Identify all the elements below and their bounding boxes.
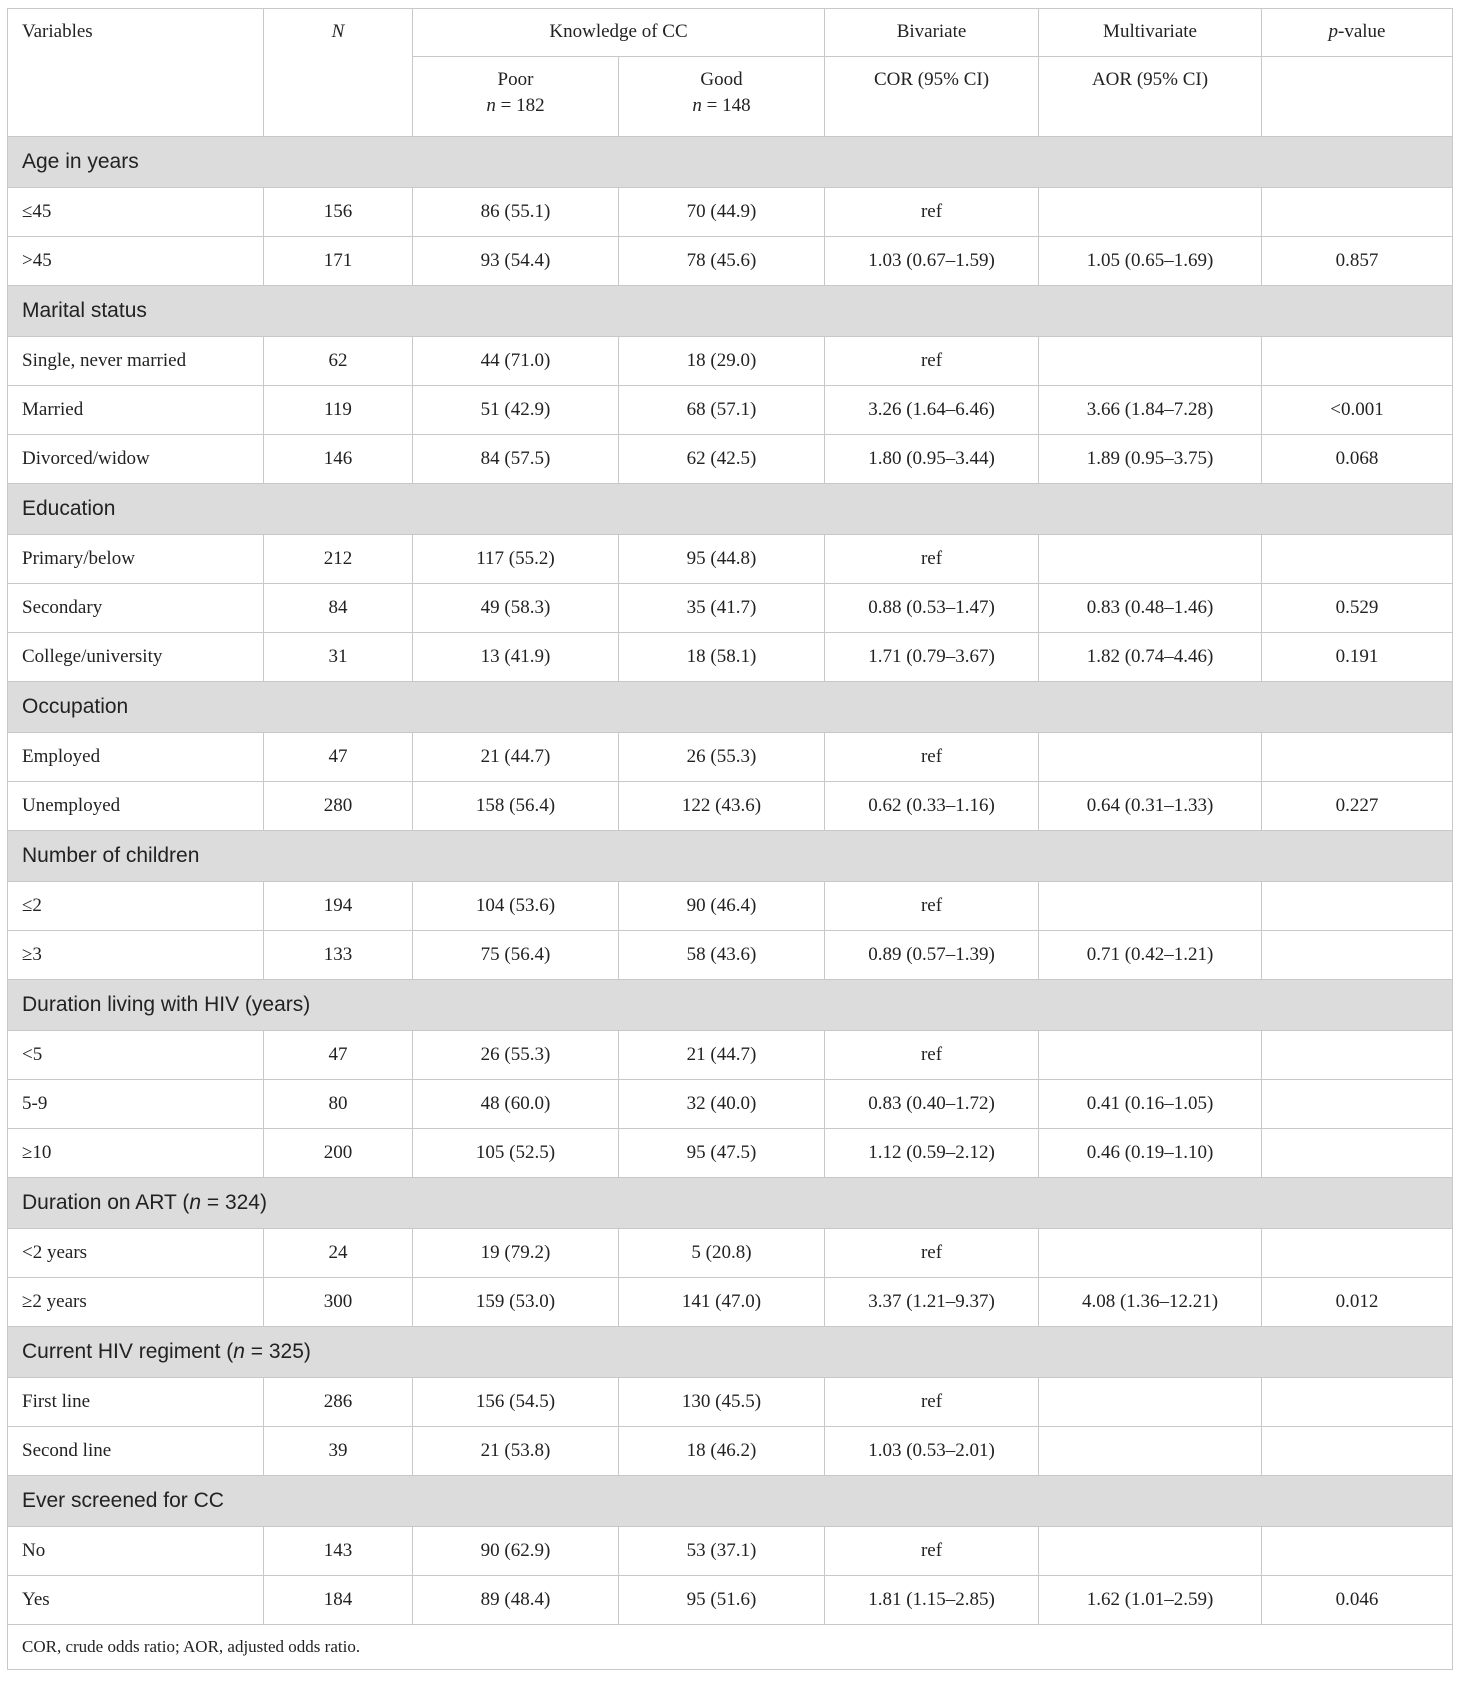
cell-cor: 1.12 (0.59–2.12) xyxy=(825,1129,1039,1178)
cell-good: 5 (20.8) xyxy=(619,1229,825,1278)
cell-good: 130 (45.5) xyxy=(619,1378,825,1427)
cell-pvalue xyxy=(1262,535,1453,584)
table-row xyxy=(8,633,1453,682)
cell-cor: ref xyxy=(825,188,1039,237)
header-good-count xyxy=(619,93,824,119)
cell-aor: 0.71 (0.42–1.21) xyxy=(1039,931,1262,980)
cell-pvalue xyxy=(1262,188,1453,237)
header-pvalue-rest: -value xyxy=(1338,21,1386,42)
section-title xyxy=(8,1476,1453,1527)
cell-aor xyxy=(1039,882,1262,931)
cell-aor xyxy=(1039,1378,1262,1427)
cell-n: 62 xyxy=(264,337,413,386)
cell-n: 39 xyxy=(264,1427,413,1476)
section-title xyxy=(8,286,1453,337)
cell-aor xyxy=(1039,535,1262,584)
cell-cor: 3.26 (1.64–6.46) xyxy=(825,386,1039,435)
section-title-italic: n xyxy=(189,1191,202,1214)
cell-cor: 0.83 (0.40–1.72) xyxy=(825,1080,1039,1129)
table-row xyxy=(8,1378,1453,1427)
cell-cor: ref xyxy=(825,1031,1039,1080)
header-good-n: n xyxy=(692,95,702,116)
cell-n: 286 xyxy=(264,1378,413,1427)
cell-n: 300 xyxy=(264,1278,413,1327)
cell-good: 95 (44.8) xyxy=(619,535,825,584)
cell-pvalue xyxy=(1262,1229,1453,1278)
section-row xyxy=(8,286,1453,337)
table-row xyxy=(8,1527,1453,1576)
section-title xyxy=(8,980,1453,1031)
cell-cor: 3.37 (1.21–9.37) xyxy=(825,1278,1039,1327)
section-title-text: Education xyxy=(22,497,116,520)
cell-aor: 3.66 (1.84–7.28) xyxy=(1039,386,1262,435)
cell-cor: ref xyxy=(825,882,1039,931)
cell-good: 78 (45.6) xyxy=(619,237,825,286)
cell-pvalue xyxy=(1262,1031,1453,1080)
cell-variable: First line xyxy=(8,1378,264,1427)
cell-good: 141 (47.0) xyxy=(619,1278,825,1327)
section-row xyxy=(8,682,1453,733)
section-title-italic: n xyxy=(233,1340,245,1363)
table-row xyxy=(8,1278,1453,1327)
cell-aor xyxy=(1039,1427,1262,1476)
cell-good: 35 (41.7) xyxy=(619,584,825,633)
table-row xyxy=(8,1229,1453,1278)
cell-poor: 49 (58.3) xyxy=(413,584,619,633)
cell-variable: ≤45 xyxy=(8,188,264,237)
cell-good: 62 (42.5) xyxy=(619,435,825,484)
cell-n: 280 xyxy=(264,782,413,831)
cell-poor: 93 (54.4) xyxy=(413,237,619,286)
cell-poor: 19 (79.2) xyxy=(413,1229,619,1278)
cell-good: 18 (46.2) xyxy=(619,1427,825,1476)
cell-variable: ≥2 years xyxy=(8,1278,264,1327)
header-pvalue-sub xyxy=(1262,57,1453,137)
cell-n: 47 xyxy=(264,1031,413,1080)
cell-poor: 21 (53.8) xyxy=(413,1427,619,1476)
cell-pvalue xyxy=(1262,337,1453,386)
cell-n: 200 xyxy=(264,1129,413,1178)
section-title-text: Marital status xyxy=(22,299,147,322)
cell-variable: Divorced/widow xyxy=(8,435,264,484)
table-row xyxy=(8,782,1453,831)
cell-variable: Married xyxy=(8,386,264,435)
cell-good: 58 (43.6) xyxy=(619,931,825,980)
cell-poor: 51 (42.9) xyxy=(413,386,619,435)
cell-poor: 104 (53.6) xyxy=(413,882,619,931)
header-poor-n: n xyxy=(486,95,496,116)
section-row xyxy=(8,1476,1453,1527)
table-row xyxy=(8,584,1453,633)
cell-pvalue xyxy=(1262,882,1453,931)
cell-pvalue xyxy=(1262,1080,1453,1129)
section-row xyxy=(8,1327,1453,1378)
table-row xyxy=(8,1080,1453,1129)
cell-aor xyxy=(1039,1527,1262,1576)
section-title-text: Current HIV regiment ( xyxy=(22,1340,234,1363)
table-row xyxy=(8,237,1453,286)
section-title xyxy=(8,682,1453,733)
footnote: COR, crude odds ratio; AOR, adjusted odds ratio. xyxy=(8,1625,1453,1670)
table-row xyxy=(8,1427,1453,1476)
cell-poor: 44 (71.0) xyxy=(413,337,619,386)
section-title xyxy=(8,137,1453,188)
header-n: N xyxy=(264,9,413,137)
cell-good: 68 (57.1) xyxy=(619,386,825,435)
cell-cor: 1.71 (0.79–3.67) xyxy=(825,633,1039,682)
cell-cor: ref xyxy=(825,535,1039,584)
section-title-text: Age in years xyxy=(22,150,139,173)
cell-variable: Secondary xyxy=(8,584,264,633)
cell-pvalue: 0.046 xyxy=(1262,1576,1453,1625)
cell-variable: ≥10 xyxy=(8,1129,264,1178)
header-poor-count xyxy=(413,93,618,119)
cell-n: 24 xyxy=(264,1229,413,1278)
cell-good: 53 (37.1) xyxy=(619,1527,825,1576)
cell-aor: 0.41 (0.16–1.05) xyxy=(1039,1080,1262,1129)
cell-aor: 0.46 (0.19–1.10) xyxy=(1039,1129,1262,1178)
cell-pvalue xyxy=(1262,1129,1453,1178)
section-row xyxy=(8,1178,1453,1229)
cell-aor: 1.89 (0.95–3.75) xyxy=(1039,435,1262,484)
cell-good: 21 (44.7) xyxy=(619,1031,825,1080)
cell-cor: ref xyxy=(825,1527,1039,1576)
section-title-text: Duration on ART ( xyxy=(22,1191,190,1214)
table-row xyxy=(8,1129,1453,1178)
cell-poor: 89 (48.4) xyxy=(413,1576,619,1625)
section-title-text: Occupation xyxy=(22,695,129,718)
cell-poor: 117 (55.2) xyxy=(413,535,619,584)
cell-pvalue: 0.227 xyxy=(1262,782,1453,831)
section-title xyxy=(8,484,1453,535)
cell-cor: ref xyxy=(825,1229,1039,1278)
section-title-text: Number of children xyxy=(22,844,200,867)
cell-n: 47 xyxy=(264,733,413,782)
cell-pvalue: 0.857 xyxy=(1262,237,1453,286)
cell-n: 119 xyxy=(264,386,413,435)
table-row xyxy=(8,1031,1453,1080)
cell-cor: ref xyxy=(825,733,1039,782)
cell-n: 194 xyxy=(264,882,413,931)
cell-n: 212 xyxy=(264,535,413,584)
cell-variable: ≤2 xyxy=(8,882,264,931)
cell-aor: 1.62 (1.01–2.59) xyxy=(1039,1576,1262,1625)
table-row xyxy=(8,1576,1453,1625)
table-row xyxy=(8,733,1453,782)
cell-poor: 26 (55.3) xyxy=(413,1031,619,1080)
header-knowledge: Knowledge of CC xyxy=(413,9,825,57)
section-title-text: Ever screened for CC xyxy=(22,1489,224,1512)
cell-good: 95 (47.5) xyxy=(619,1129,825,1178)
cell-pvalue xyxy=(1262,1378,1453,1427)
cell-variable: Unemployed xyxy=(8,782,264,831)
header-good xyxy=(619,57,825,137)
cell-variable: Single, never married xyxy=(8,337,264,386)
header-cor: COR (95% CI) xyxy=(825,57,1039,137)
cell-cor: 0.89 (0.57–1.39) xyxy=(825,931,1039,980)
table-row xyxy=(8,535,1453,584)
cell-n: 156 xyxy=(264,188,413,237)
cell-n: 143 xyxy=(264,1527,413,1576)
cell-cor: 1.80 (0.95–3.44) xyxy=(825,435,1039,484)
cell-aor xyxy=(1039,1031,1262,1080)
cell-n: 171 xyxy=(264,237,413,286)
cell-pvalue: 0.068 xyxy=(1262,435,1453,484)
cell-n: 184 xyxy=(264,1576,413,1625)
cell-poor: 86 (55.1) xyxy=(413,188,619,237)
header-poor xyxy=(413,57,619,137)
cell-poor: 156 (54.5) xyxy=(413,1378,619,1427)
cell-aor xyxy=(1039,188,1262,237)
table-row xyxy=(8,337,1453,386)
cell-aor: 4.08 (1.36–12.21) xyxy=(1039,1278,1262,1327)
cell-good: 32 (40.0) xyxy=(619,1080,825,1129)
cell-aor: 0.83 (0.48–1.46) xyxy=(1039,584,1262,633)
cell-variable: 5-9 xyxy=(8,1080,264,1129)
table-body xyxy=(8,137,1453,1625)
cell-n: 84 xyxy=(264,584,413,633)
cell-n: 133 xyxy=(264,931,413,980)
section-row xyxy=(8,980,1453,1031)
cell-poor: 158 (56.4) xyxy=(413,782,619,831)
section-row xyxy=(8,137,1453,188)
table-row xyxy=(8,386,1453,435)
cell-good: 70 (44.9) xyxy=(619,188,825,237)
cell-pvalue: 0.191 xyxy=(1262,633,1453,682)
cell-pvalue xyxy=(1262,1527,1453,1576)
table-row xyxy=(8,882,1453,931)
table-footer xyxy=(8,1625,1453,1670)
cell-pvalue: 0.012 xyxy=(1262,1278,1453,1327)
header-pvalue-italic: p xyxy=(1328,21,1339,42)
table-row xyxy=(8,931,1453,980)
header-good-label: Good xyxy=(700,69,743,90)
cell-variable: <5 xyxy=(8,1031,264,1080)
header-bivariate: Bivariate xyxy=(825,9,1039,57)
cell-good: 18 (29.0) xyxy=(619,337,825,386)
cell-poor: 159 (53.0) xyxy=(413,1278,619,1327)
cell-variable: Second line xyxy=(8,1427,264,1476)
cell-variable: Employed xyxy=(8,733,264,782)
header-multivariate: Multivariate xyxy=(1039,9,1262,57)
cell-pvalue: <0.001 xyxy=(1262,386,1453,435)
cell-variable: Yes xyxy=(8,1576,264,1625)
cell-poor: 21 (44.7) xyxy=(413,733,619,782)
section-row xyxy=(8,484,1453,535)
cell-cor: 1.03 (0.53–2.01) xyxy=(825,1427,1039,1476)
cell-aor xyxy=(1039,1229,1262,1278)
header-poor-label: Poor xyxy=(497,69,534,90)
cell-poor: 84 (57.5) xyxy=(413,435,619,484)
table-header xyxy=(8,9,1453,137)
header-poor-n-value: = 182 xyxy=(495,95,545,116)
header-good-n-value: = 148 xyxy=(701,95,751,116)
cell-cor: 0.62 (0.33–1.16) xyxy=(825,782,1039,831)
cell-poor: 13 (41.9) xyxy=(413,633,619,682)
cell-poor: 75 (56.4) xyxy=(413,931,619,980)
cell-n: 31 xyxy=(264,633,413,682)
section-row xyxy=(8,831,1453,882)
cell-poor: 48 (60.0) xyxy=(413,1080,619,1129)
cell-good: 122 (43.6) xyxy=(619,782,825,831)
cell-poor: 105 (52.5) xyxy=(413,1129,619,1178)
cell-cor: 1.81 (1.15–2.85) xyxy=(825,1576,1039,1625)
cell-pvalue: 0.529 xyxy=(1262,584,1453,633)
cell-variable: Primary/below xyxy=(8,535,264,584)
cell-variable: No xyxy=(8,1527,264,1576)
table-container xyxy=(7,8,1452,1670)
cell-n: 146 xyxy=(264,435,413,484)
cell-aor xyxy=(1039,733,1262,782)
section-title xyxy=(8,831,1453,882)
section-title-rest: = 324) xyxy=(201,1191,267,1214)
cell-cor: ref xyxy=(825,1378,1039,1427)
results-table xyxy=(7,8,1453,1670)
cell-aor: 1.82 (0.74–4.46) xyxy=(1039,633,1262,682)
header-aor: AOR (95% CI) xyxy=(1039,57,1262,137)
header-variables: Variables xyxy=(8,9,264,137)
cell-aor xyxy=(1039,337,1262,386)
header-pvalue xyxy=(1262,9,1453,57)
cell-n: 80 xyxy=(264,1080,413,1129)
cell-aor: 1.05 (0.65–1.69) xyxy=(1039,237,1262,286)
cell-aor: 0.64 (0.31–1.33) xyxy=(1039,782,1262,831)
cell-variable: ≥3 xyxy=(8,931,264,980)
cell-pvalue xyxy=(1262,1427,1453,1476)
cell-good: 90 (46.4) xyxy=(619,882,825,931)
table-row xyxy=(8,188,1453,237)
cell-poor: 90 (62.9) xyxy=(413,1527,619,1576)
cell-good: 26 (55.3) xyxy=(619,733,825,782)
cell-variable: College/university xyxy=(8,633,264,682)
section-title xyxy=(8,1327,1453,1378)
section-title xyxy=(8,1178,1453,1229)
cell-pvalue xyxy=(1262,931,1453,980)
cell-variable: <2 years xyxy=(8,1229,264,1278)
section-title-text: Duration living with HIV (years) xyxy=(22,993,311,1016)
cell-good: 18 (58.1) xyxy=(619,633,825,682)
section-title-rest: = 325) xyxy=(244,1340,311,1363)
cell-good: 95 (51.6) xyxy=(619,1576,825,1625)
cell-pvalue xyxy=(1262,733,1453,782)
cell-variable: >45 xyxy=(8,237,264,286)
cell-cor: 0.88 (0.53–1.47) xyxy=(825,584,1039,633)
table-row xyxy=(8,435,1453,484)
cell-cor: ref xyxy=(825,337,1039,386)
cell-cor: 1.03 (0.67–1.59) xyxy=(825,237,1039,286)
